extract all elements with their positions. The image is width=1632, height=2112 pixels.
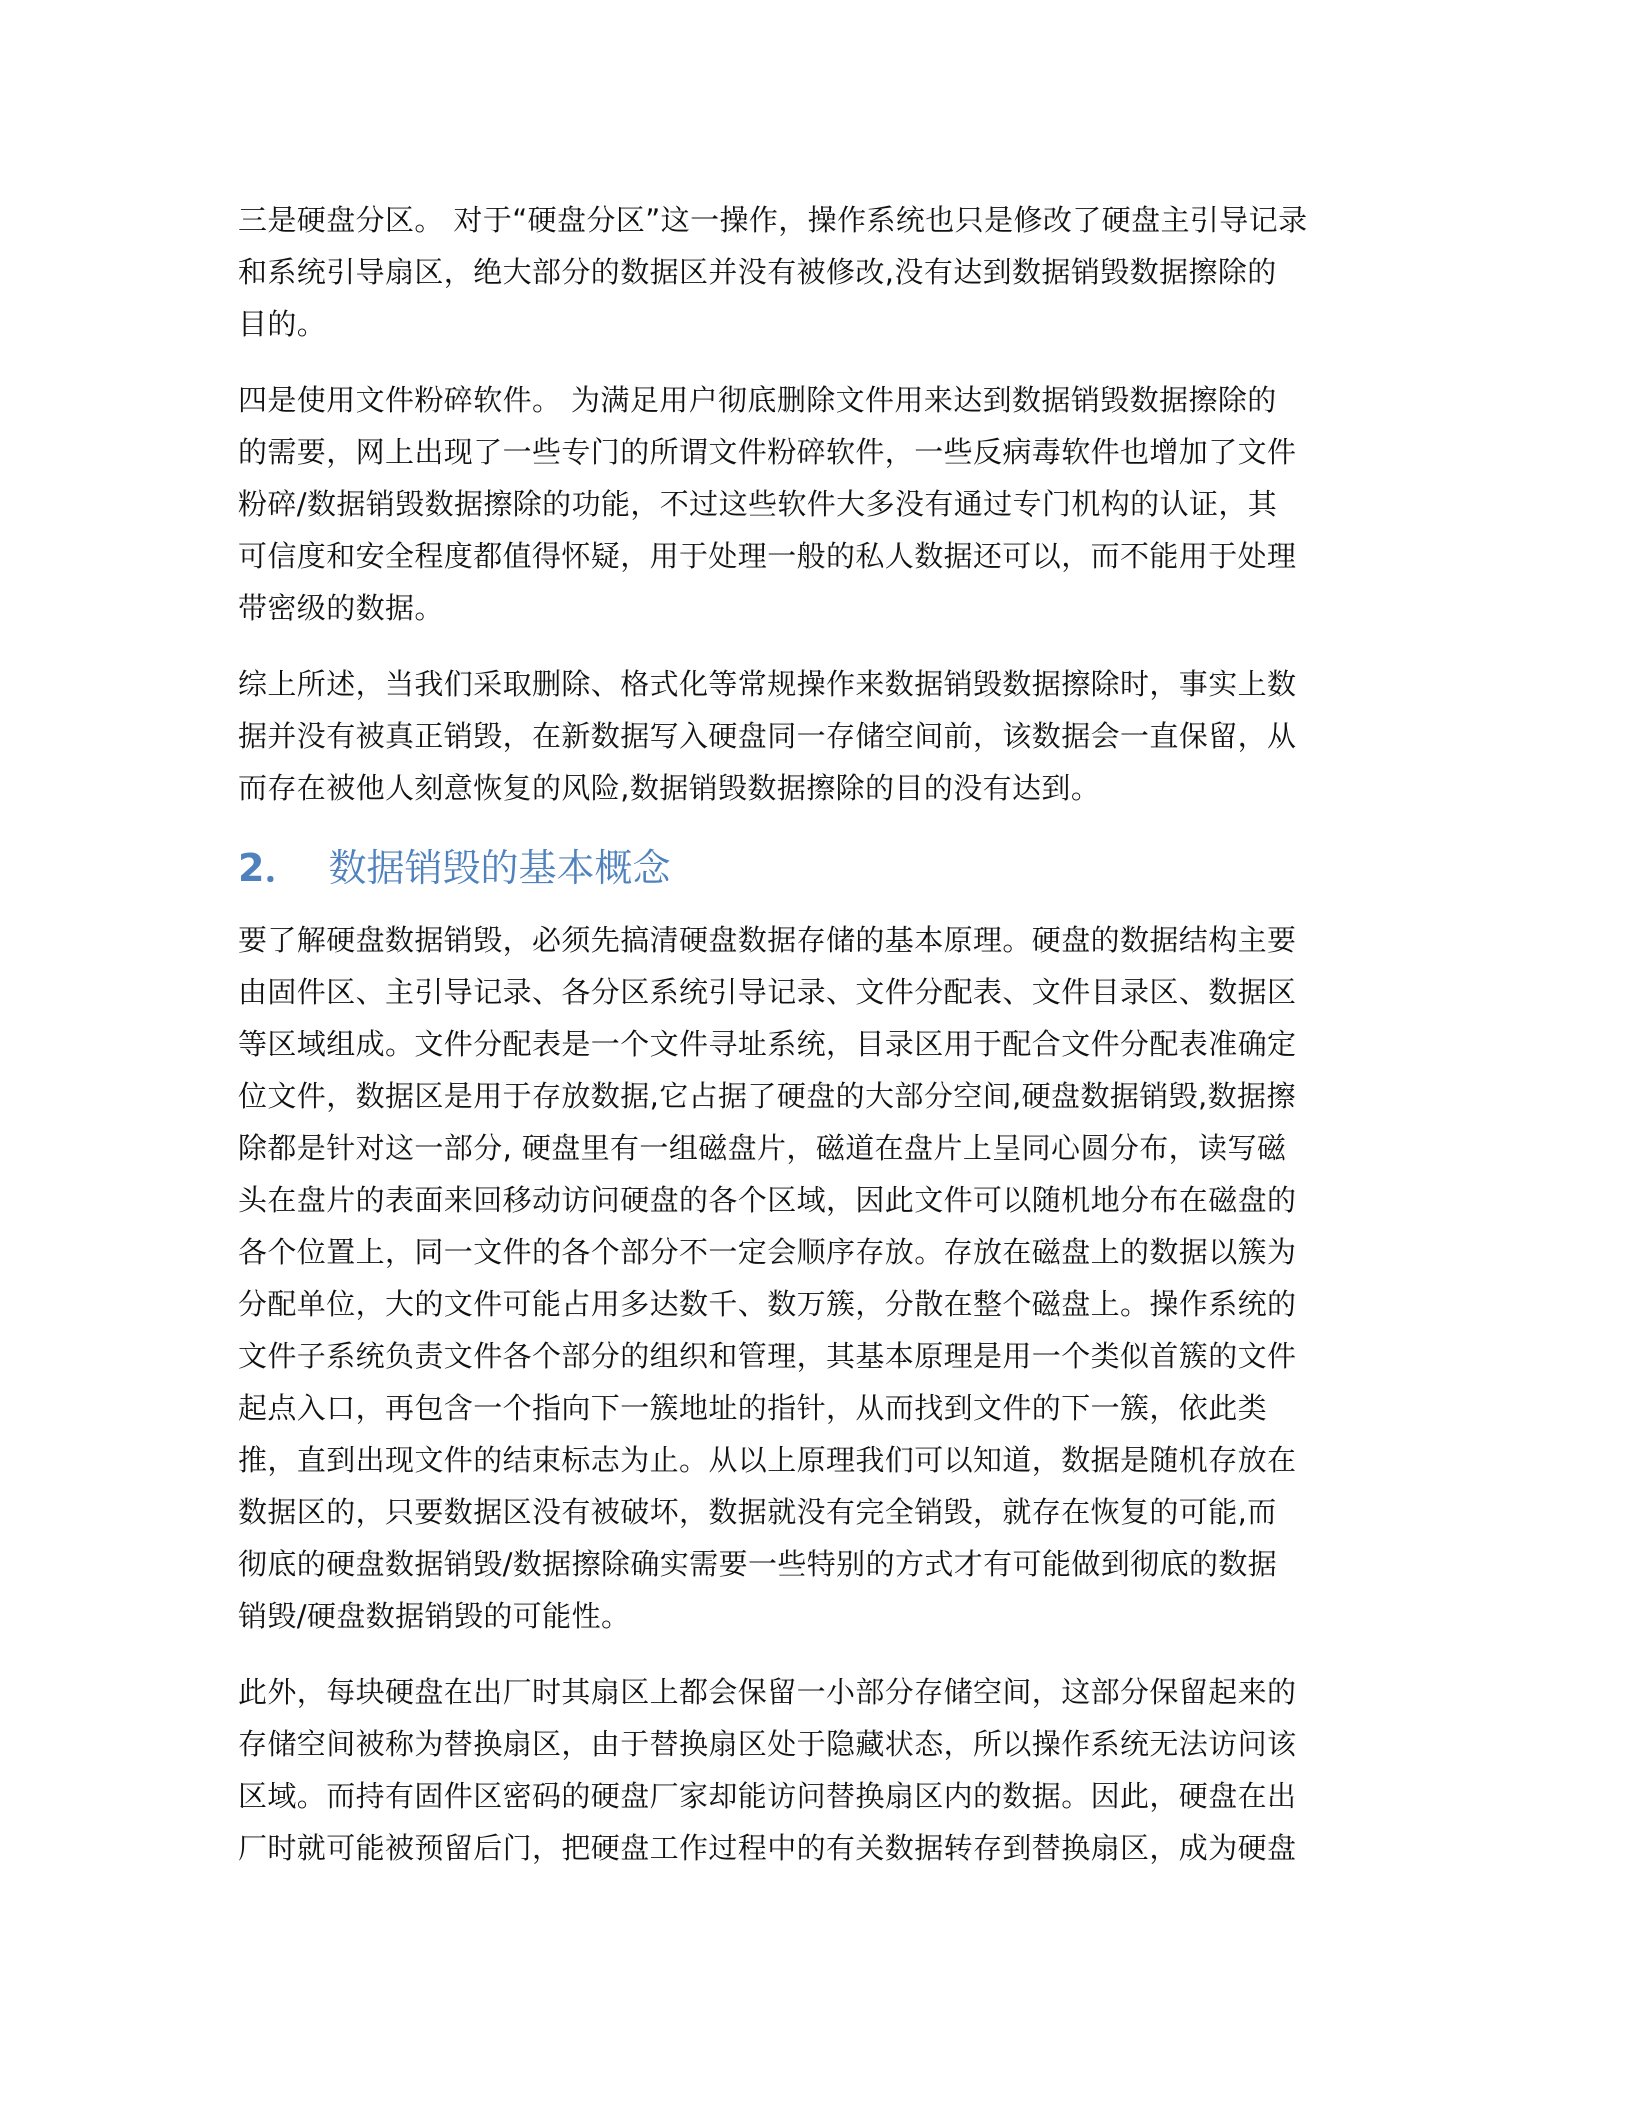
text-line: 的需要，网上出现了一些专门的所谓文件粉碎软件，一些反病毒软件也增加了文件: [238, 435, 1297, 469]
text-line: 除都是针对这一部分, 硬盘里有一组磁盘片，磁道在盘片上呈同心圆分布，读写磁: [238, 1131, 1287, 1165]
text-line: 头在盘片的表面来回移动访问硬盘的各个区域，因此文件可以随机地分布在磁盘的: [238, 1183, 1297, 1217]
text-line: 彻底的硬盘数据销毁/数据擦除确实需要一些特别的方式才有可能做到彻底的数据: [238, 1547, 1278, 1581]
body-after-heading: [238, 914, 1380, 1874]
text-line: 可信度和安全程度都值得怀疑，用于处理一般的私人数据还可以，而不能用于处理: [238, 539, 1297, 573]
paragraph: [238, 914, 1380, 1642]
text-line: 销毁/硬盘数据销毁的可能性。: [238, 1599, 631, 1633]
document-page: [238, 194, 1380, 1898]
section-heading: [238, 838, 1380, 898]
text-line: 此外，每块硬盘在出厂时其扇区上都会保留一小部分存储空间，这部分保留起来的: [238, 1675, 1297, 1709]
text-line: 文件子系统负责文件各个部分的组织和管理，其基本原理是用一个类似首簇的文件: [238, 1339, 1297, 1373]
text-line: 等区域组成。文件分配表是一个文件寻址系统，目录区用于配合文件分配表准确定: [238, 1027, 1297, 1061]
text-line: 分配单位，大的文件可能占用多达数千、数万簇，分散在整个磁盘上。操作系统的: [238, 1287, 1297, 1321]
text-line: 推，直到出现文件的结束标志为止。从以上原理我们可以知道，数据是随机存放在: [238, 1443, 1297, 1477]
text-line: 综上所述，当我们采取删除、格式化等常规操作来数据销毁数据擦除时，事实上数: [238, 667, 1297, 701]
text-line: 由固件区、主引导记录、各分区系统引导记录、文件分配表、文件目录区、数据区: [238, 975, 1297, 1009]
text-line: 目的。: [238, 307, 327, 341]
paragraph: [238, 658, 1380, 814]
text-line: 和系统引导扇区，绝大部分的数据区并没有被修改,没有达到数据销毁数据擦除的: [238, 255, 1277, 289]
paragraph: [238, 374, 1380, 634]
text-line: 要了解硬盘数据销毁，必须先搞清硬盘数据存储的基本原理。硬盘的数据结构主要: [238, 923, 1297, 957]
paragraph: [238, 194, 1380, 350]
heading-text: 数据销毁的基本概念: [328, 846, 671, 890]
text-line: 而存在被他人刻意恢复的风险,数据销毁数据擦除的目的没有达到。: [238, 771, 1101, 805]
text-line: 厂时就可能被预留后门，把硬盘工作过程中的有关数据转存到替换扇区，成为硬盘: [238, 1831, 1297, 1865]
heading-number: 2．: [238, 846, 303, 890]
text-line: 粉碎/数据销毁数据擦除的功能，不过这些软件大多没有通过专门机构的认证，其: [238, 487, 1278, 521]
body-before-heading: [238, 194, 1380, 814]
text-line: 据并没有被真正销毁，在新数据写入硬盘同一存储空间前，该数据会一直保留，从: [238, 719, 1297, 753]
text-line: 数据区的，只要数据区没有被破坏，数据就没有完全销毁，就存在恢复的可能,而: [238, 1495, 1277, 1529]
paragraph: [238, 1666, 1380, 1874]
text-line: 四是使用文件粉碎软件。 为满足用户彻底删除文件用来达到数据销毁数据擦除的: [238, 383, 1277, 417]
text-line: 存储空间被称为替换扇区，由于替换扇区处于隐藏状态，所以操作系统无法访问该: [238, 1727, 1297, 1761]
text-line: 区域。而持有固件区密码的硬盘厂家却能访问替换扇区内的数据。因此，硬盘在出: [238, 1779, 1297, 1813]
text-line: 起点入口，再包含一个指向下一簇地址的指针，从而找到文件的下一簇，依此类: [238, 1391, 1268, 1425]
text-line: 位文件，数据区是用于存放数据,它占据了硬盘的大部分空间,硬盘数据销毁,数据擦: [238, 1079, 1296, 1113]
text-line: 各个位置上，同一文件的各个部分不一定会顺序存放。存放在磁盘上的数据以簇为: [238, 1235, 1297, 1269]
text-line: 三是硬盘分区。 对于“硬盘分区”这一操作，操作系统也只是修改了硬盘主引导记录: [238, 203, 1308, 237]
text-line: 带密级的数据。: [238, 591, 444, 625]
